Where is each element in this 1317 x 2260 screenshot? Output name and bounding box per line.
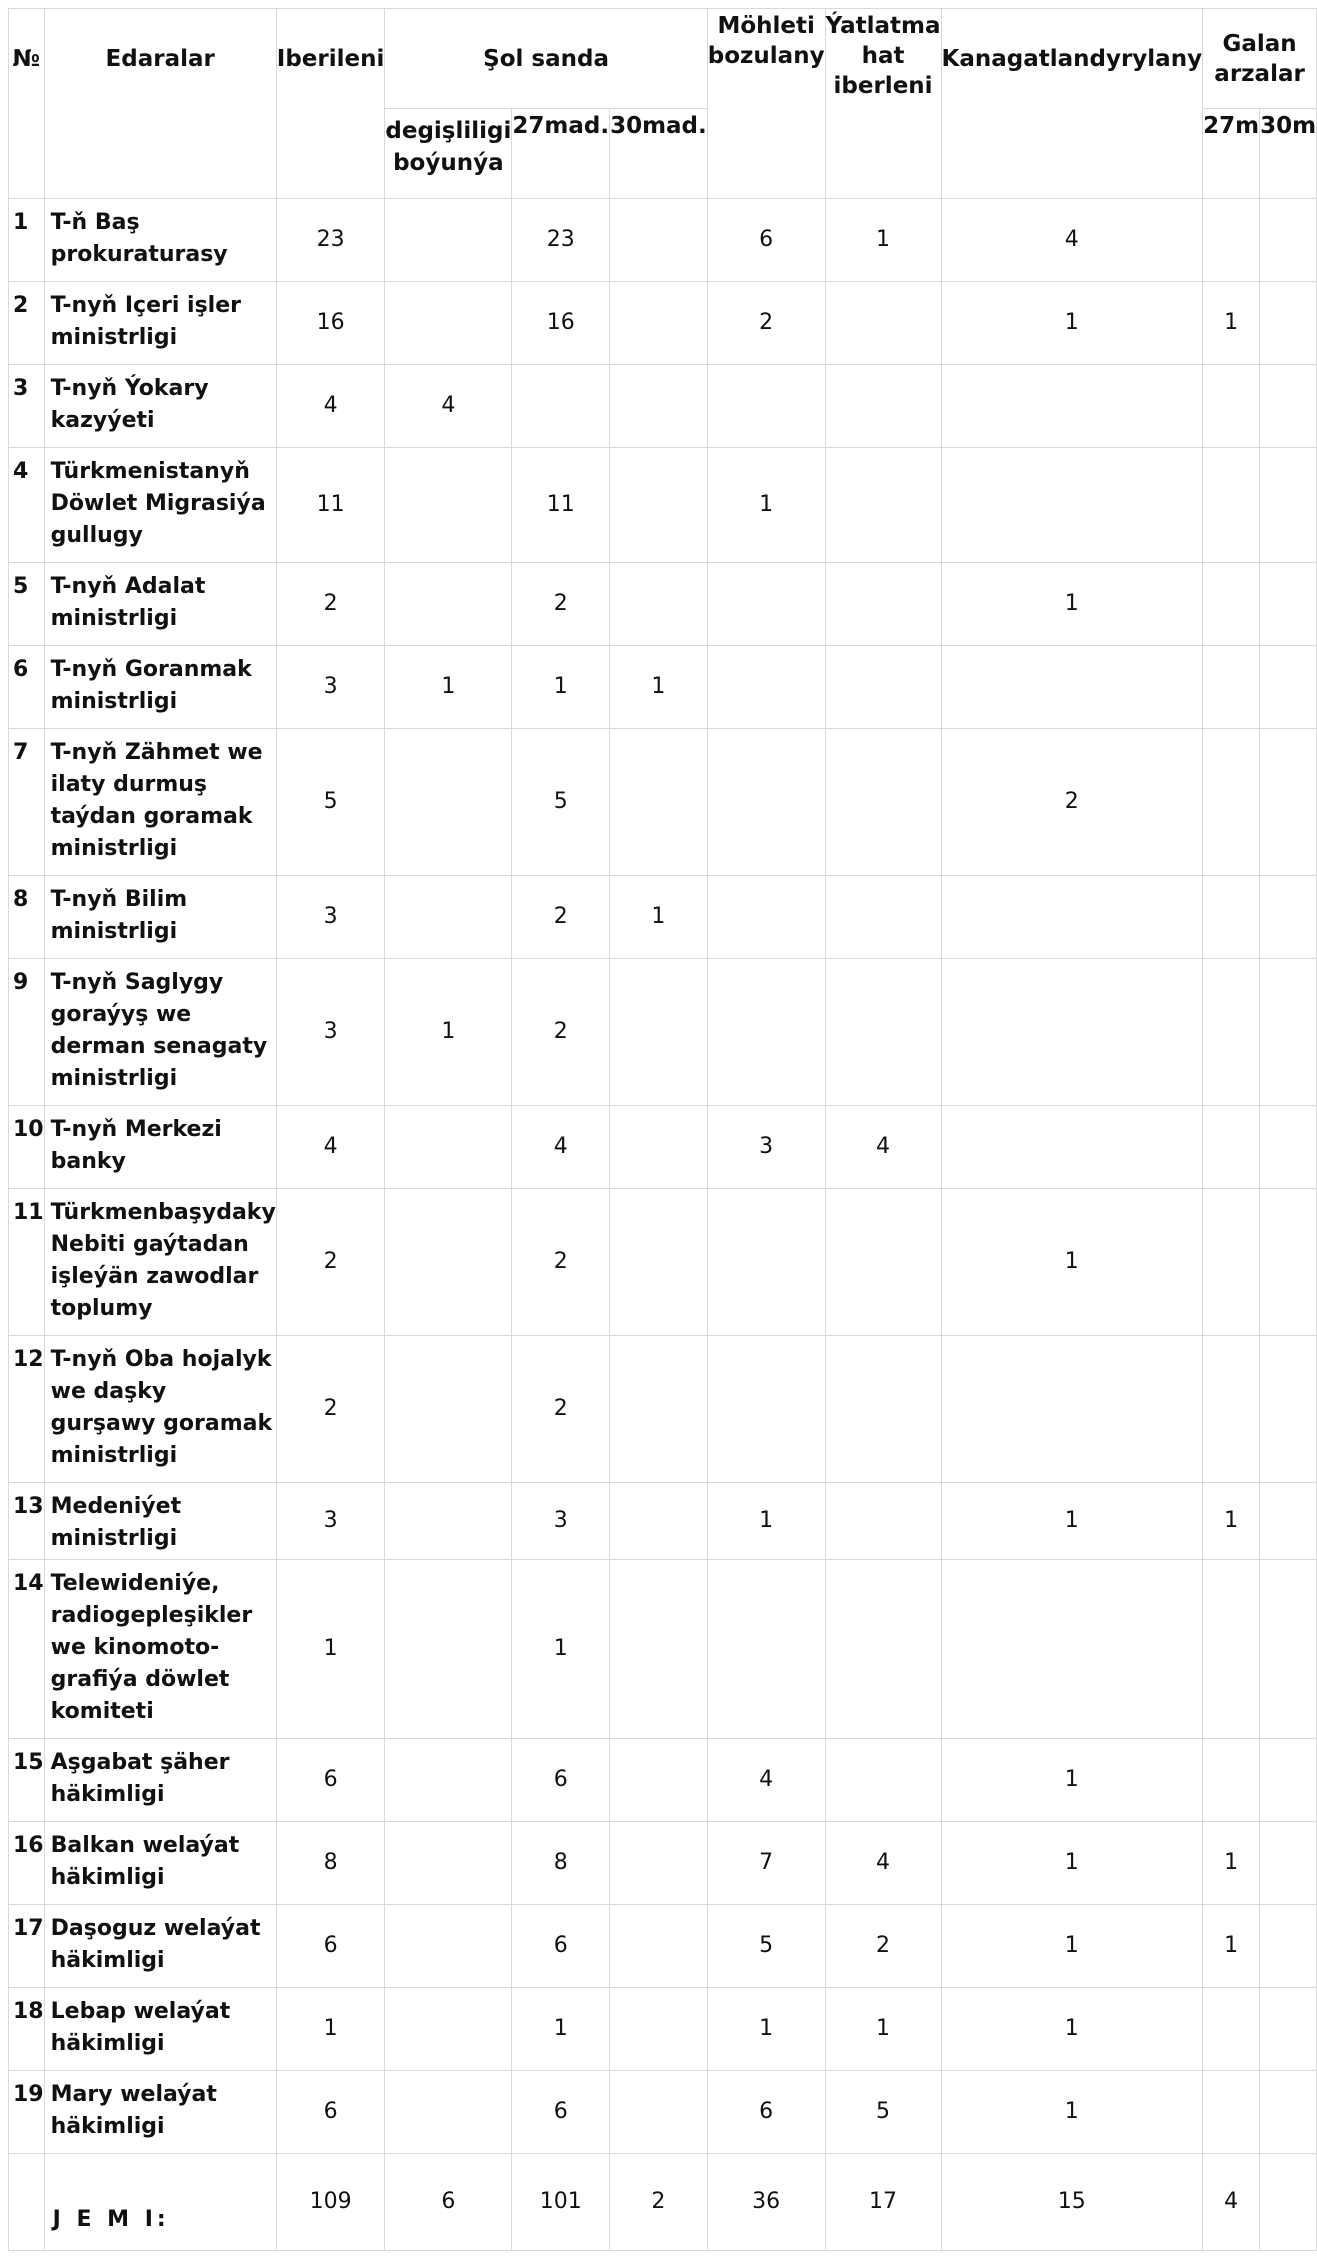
- cell-m27: [1203, 563, 1260, 646]
- cell-m27: [1203, 1106, 1260, 1189]
- row-institution: T-nyň Oba hojalyk we daşky gurşawy goramak ministrligi: [44, 1336, 276, 1483]
- row-institution: Türkmenbaşydaky Nebiti gaýtadan işleýän zawodlar toplumy: [44, 1189, 276, 1336]
- cell-yatlatma: [825, 365, 941, 448]
- cell-kanagat: [941, 646, 1203, 729]
- cell-mad30: 1: [610, 646, 708, 729]
- row-institution: Telewideniýe, radiogepleşikler we kinomoto-grafiýa döwlet komiteti: [44, 1560, 276, 1739]
- cell-mad27: 2: [512, 876, 610, 959]
- cell-m30: [1260, 563, 1317, 646]
- cell-iberileni: 3: [276, 959, 385, 1106]
- table-row: [9, 1822, 1317, 1905]
- cell-degisligi: [385, 1336, 512, 1483]
- table-row: [9, 1106, 1317, 1189]
- cell-mohleti: 5: [707, 1905, 825, 1988]
- cell-yatlatma: [825, 1560, 941, 1739]
- cell-yatlatma: [825, 646, 941, 729]
- cell-iberileni: 16: [276, 282, 385, 365]
- total-label: J E M I:: [44, 2154, 276, 2251]
- row-number: 14: [9, 1560, 45, 1739]
- cell-iberileni: 6: [276, 1739, 385, 1822]
- header-no: №: [9, 9, 45, 199]
- cell-mad27: 16: [512, 282, 610, 365]
- row-number: 2: [9, 282, 45, 365]
- row-institution: T-nyň Zähmet we ilaty durmuş taýdan goramak ministrligi: [44, 729, 276, 876]
- row-institution: T-nyň Ýokary kazyýeti: [44, 365, 276, 448]
- cell-mad30: [610, 1336, 708, 1483]
- cell-iberileni: 2: [276, 563, 385, 646]
- cell-mohleti: [707, 959, 825, 1106]
- cell-m27: 1: [1203, 1822, 1260, 1905]
- cell-degisligi: 4: [385, 365, 512, 448]
- cell-m30: [1260, 282, 1317, 365]
- header-kanagat: Kanagatlandyrylany: [941, 9, 1203, 199]
- cell-mohleti: 6: [707, 2071, 825, 2154]
- cell-m27: 1: [1203, 1483, 1260, 1560]
- row-institution: Medeniýet ministrligi: [44, 1483, 276, 1560]
- header-27mad: 27mad.: [512, 109, 610, 199]
- row-number: 18: [9, 1988, 45, 2071]
- header-iberileni: Iberileni: [276, 9, 385, 199]
- cell-iberileni: 6: [276, 1905, 385, 1988]
- row-institution: Aşgabat şäher häkimligi: [44, 1739, 276, 1822]
- table-row: [9, 448, 1317, 563]
- total-m27: 4: [1203, 2154, 1260, 2251]
- row-institution: Türkmenistanyň Döwlet Migrasiýa gullugy: [44, 448, 276, 563]
- row-number: 11: [9, 1189, 45, 1336]
- cell-m30: [1260, 876, 1317, 959]
- cell-mohleti: 1: [707, 1483, 825, 1560]
- cell-m30: [1260, 646, 1317, 729]
- cell-m30: [1260, 2071, 1317, 2154]
- cell-mad30: [610, 1483, 708, 1560]
- cell-kanagat: 1: [941, 1905, 1203, 1988]
- table-row: [9, 2071, 1317, 2154]
- cell-yatlatma: [825, 448, 941, 563]
- cell-mad30: [610, 1739, 708, 1822]
- cell-m27: [1203, 2071, 1260, 2154]
- cell-kanagat: 4: [941, 199, 1203, 282]
- cell-iberileni: 3: [276, 646, 385, 729]
- cell-yatlatma: 1: [825, 1988, 941, 2071]
- table-row: [9, 876, 1317, 959]
- cell-degisligi: [385, 1988, 512, 2071]
- total-m30: [1260, 2154, 1317, 2251]
- cell-kanagat: [941, 1336, 1203, 1483]
- total-kanagat: 15: [941, 2154, 1203, 2251]
- cell-degisligi: [385, 1905, 512, 1988]
- cell-mohleti: 7: [707, 1822, 825, 1905]
- cell-degisligi: [385, 1483, 512, 1560]
- cell-mohleti: 1: [707, 1988, 825, 2071]
- cell-mohleti: 2: [707, 282, 825, 365]
- cell-m27: [1203, 1189, 1260, 1336]
- cell-yatlatma: 1: [825, 199, 941, 282]
- cell-mad30: [610, 1988, 708, 2071]
- cell-m30: [1260, 1560, 1317, 1739]
- table-row: [9, 1483, 1317, 1560]
- cell-yatlatma: 5: [825, 2071, 941, 2154]
- cell-m30: [1260, 1905, 1317, 1988]
- cell-mohleti: [707, 1336, 825, 1483]
- cell-kanagat: 1: [941, 563, 1203, 646]
- cell-kanagat: [941, 1560, 1203, 1739]
- table-row: [9, 729, 1317, 876]
- cell-degisligi: [385, 1560, 512, 1739]
- cell-yatlatma: [825, 1483, 941, 1560]
- cell-yatlatma: [825, 1336, 941, 1483]
- cell-mad27: 1: [512, 1560, 610, 1739]
- cell-mad30: [610, 1560, 708, 1739]
- cell-iberileni: 2: [276, 1336, 385, 1483]
- table-row: [9, 563, 1317, 646]
- cell-m30: [1260, 448, 1317, 563]
- cell-m30: [1260, 1988, 1317, 2071]
- cell-mad27: 2: [512, 1189, 610, 1336]
- cell-degisligi: [385, 448, 512, 563]
- cell-yatlatma: [825, 282, 941, 365]
- header-sol-sanda: Şol sanda: [385, 9, 707, 109]
- cell-m30: [1260, 1336, 1317, 1483]
- cell-m30: [1260, 1822, 1317, 1905]
- cell-mad30: [610, 365, 708, 448]
- cell-m27: [1203, 365, 1260, 448]
- row-institution: T-nyň Içeri işler ministrligi: [44, 282, 276, 365]
- header-degisligi: degişliligi boýunýa: [385, 109, 512, 199]
- cell-mad30: [610, 729, 708, 876]
- row-number: 1: [9, 199, 45, 282]
- cell-iberileni: 4: [276, 365, 385, 448]
- table-row: [9, 365, 1317, 448]
- total-yatlatma: 17: [825, 2154, 941, 2251]
- row-number: 6: [9, 646, 45, 729]
- cell-m30: [1260, 1106, 1317, 1189]
- cell-m27: [1203, 448, 1260, 563]
- cell-iberileni: 3: [276, 1483, 385, 1560]
- cell-mad30: [610, 282, 708, 365]
- cell-mad27: 1: [512, 1988, 610, 2071]
- cell-m30: [1260, 365, 1317, 448]
- cell-m27: 1: [1203, 282, 1260, 365]
- cell-iberileni: 23: [276, 199, 385, 282]
- table-row: [9, 1336, 1317, 1483]
- table-row: [9, 646, 1317, 729]
- cell-kanagat: 1: [941, 1483, 1203, 1560]
- cell-degisligi: 1: [385, 959, 512, 1106]
- cell-mad27: 6: [512, 1739, 610, 1822]
- row-institution: T-nyň Adalat ministrligi: [44, 563, 276, 646]
- cell-mad30: [610, 959, 708, 1106]
- table-row: [9, 959, 1317, 1106]
- cell-mad30: [610, 448, 708, 563]
- row-number: 17: [9, 1905, 45, 1988]
- cell-m30: [1260, 729, 1317, 876]
- cell-mad27: 2: [512, 563, 610, 646]
- row-number: 12: [9, 1336, 45, 1483]
- cell-kanagat: [941, 1106, 1203, 1189]
- cell-m30: [1260, 1739, 1317, 1822]
- cell-m27: [1203, 1560, 1260, 1739]
- row-number: 7: [9, 729, 45, 876]
- row-institution: T-nyň Merkezi banky: [44, 1106, 276, 1189]
- table-row: [9, 1560, 1317, 1739]
- cell-iberileni: 2: [276, 1189, 385, 1336]
- row-institution: T-ň Baş prokuraturasy: [44, 199, 276, 282]
- header-galan: Galan arzalar: [1203, 9, 1317, 109]
- cell-kanagat: [941, 876, 1203, 959]
- cell-kanagat: [941, 365, 1203, 448]
- row-number: 3: [9, 365, 45, 448]
- row-number: 8: [9, 876, 45, 959]
- row-number: 10: [9, 1106, 45, 1189]
- cell-m30: [1260, 199, 1317, 282]
- cell-degisligi: [385, 729, 512, 876]
- cell-degisligi: [385, 282, 512, 365]
- cell-m30: [1260, 1189, 1317, 1336]
- cell-iberileni: 8: [276, 1822, 385, 1905]
- cell-degisligi: [385, 876, 512, 959]
- table-row: [9, 1739, 1317, 1822]
- header-27m: 27m: [1203, 109, 1260, 199]
- header-30m: 30m: [1260, 109, 1317, 199]
- cell-yatlatma: 2: [825, 1905, 941, 1988]
- cell-yatlatma: [825, 959, 941, 1106]
- cell-kanagat: 1: [941, 1189, 1203, 1336]
- row-institution: T-nyň Goranmak ministrligi: [44, 646, 276, 729]
- row-number: 13: [9, 1483, 45, 1560]
- cell-mad27: 4: [512, 1106, 610, 1189]
- cell-degisligi: [385, 199, 512, 282]
- cell-mohleti: 3: [707, 1106, 825, 1189]
- cell-iberileni: 1: [276, 1560, 385, 1739]
- cell-m27: [1203, 959, 1260, 1106]
- cell-mad27: 8: [512, 1822, 610, 1905]
- cell-kanagat: [941, 448, 1203, 563]
- cell-m27: [1203, 646, 1260, 729]
- total-spacer: [9, 2154, 45, 2251]
- table-row: [9, 1189, 1317, 1336]
- cell-yatlatma: [825, 1189, 941, 1336]
- cell-mad27: 2: [512, 1336, 610, 1483]
- cell-iberileni: 6: [276, 2071, 385, 2154]
- cell-mad27: 2: [512, 959, 610, 1106]
- cell-mohleti: [707, 729, 825, 876]
- header-yatlatma: Ýatlatma hat iberleni: [825, 9, 941, 199]
- cell-mohleti: 1: [707, 448, 825, 563]
- cell-mad30: [610, 1822, 708, 1905]
- cell-yatlatma: [825, 1739, 941, 1822]
- cell-kanagat: 2: [941, 729, 1203, 876]
- cell-m27: 1: [1203, 1905, 1260, 1988]
- cell-mohleti: [707, 646, 825, 729]
- cell-iberileni: 3: [276, 876, 385, 959]
- cell-mad30: [610, 1189, 708, 1336]
- total-mohleti: 36: [707, 2154, 825, 2251]
- cell-iberileni: 11: [276, 448, 385, 563]
- row-number: 15: [9, 1739, 45, 1822]
- cell-mad27: 6: [512, 2071, 610, 2154]
- header-30mad: 30mad.: [610, 109, 708, 199]
- header-mohleti: Möhleti bozulany: [707, 9, 825, 199]
- cell-iberileni: 1: [276, 1988, 385, 2071]
- cell-mad30: 1: [610, 876, 708, 959]
- cell-mohleti: [707, 876, 825, 959]
- cell-mad30: [610, 199, 708, 282]
- cell-kanagat: 1: [941, 1739, 1203, 1822]
- cell-mad27: 6: [512, 1905, 610, 1988]
- header-edaralar: Edaralar: [44, 9, 276, 199]
- table-row: [9, 199, 1317, 282]
- row-number: 4: [9, 448, 45, 563]
- cell-m30: [1260, 959, 1317, 1106]
- row-institution: Lebap welaýat häkimligi: [44, 1988, 276, 2071]
- total-iberileni: 109: [276, 2154, 385, 2251]
- total-degisligi: 6: [385, 2154, 512, 2251]
- cell-iberileni: 4: [276, 1106, 385, 1189]
- row-institution: Balkan welaýat häkimligi: [44, 1822, 276, 1905]
- cell-mad27: [512, 365, 610, 448]
- cell-yatlatma: [825, 563, 941, 646]
- cell-mad27: 1: [512, 646, 610, 729]
- cell-yatlatma: [825, 876, 941, 959]
- table-row: [9, 1905, 1317, 1988]
- cell-mohleti: [707, 1560, 825, 1739]
- cell-degisligi: 1: [385, 646, 512, 729]
- cell-iberileni: 5: [276, 729, 385, 876]
- cell-mad27: 23: [512, 199, 610, 282]
- cell-kanagat: 1: [941, 1988, 1203, 2071]
- cell-mad30: [610, 2071, 708, 2154]
- cell-kanagat: 1: [941, 282, 1203, 365]
- cell-yatlatma: 4: [825, 1822, 941, 1905]
- row-institution: T-nyň Bilim ministrligi: [44, 876, 276, 959]
- cell-degisligi: [385, 1822, 512, 1905]
- row-number: 5: [9, 563, 45, 646]
- cell-mohleti: 6: [707, 199, 825, 282]
- cell-m27: [1203, 876, 1260, 959]
- cell-m27: [1203, 729, 1260, 876]
- cell-kanagat: 1: [941, 2071, 1203, 2154]
- cell-mohleti: [707, 1189, 825, 1336]
- total-row: [9, 2154, 1317, 2251]
- row-number: 19: [9, 2071, 45, 2154]
- cell-degisligi: [385, 2071, 512, 2154]
- cell-kanagat: 1: [941, 1822, 1203, 1905]
- row-institution: T-nyň Saglygy goraýyş we derman senagaty ministrligi: [44, 959, 276, 1106]
- report-table: [8, 8, 1317, 2251]
- cell-mohleti: 4: [707, 1739, 825, 1822]
- cell-mohleti: [707, 365, 825, 448]
- cell-degisligi: [385, 1739, 512, 1822]
- table-row: [9, 1988, 1317, 2071]
- cell-mad27: 3: [512, 1483, 610, 1560]
- row-number: 9: [9, 959, 45, 1106]
- cell-mad27: 5: [512, 729, 610, 876]
- cell-m27: [1203, 1739, 1260, 1822]
- cell-mohleti: [707, 563, 825, 646]
- cell-m27: [1203, 1336, 1260, 1483]
- total-mad30: 2: [610, 2154, 708, 2251]
- cell-degisligi: [385, 1189, 512, 1336]
- row-institution: Mary welaýat häkimligi: [44, 2071, 276, 2154]
- cell-mad27: 11: [512, 448, 610, 563]
- cell-kanagat: [941, 959, 1203, 1106]
- table-row: [9, 282, 1317, 365]
- cell-degisligi: [385, 1106, 512, 1189]
- cell-m27: [1203, 199, 1260, 282]
- row-institution: Daşoguz welaýat häkimligi: [44, 1905, 276, 1988]
- cell-yatlatma: [825, 729, 941, 876]
- row-number: 16: [9, 1822, 45, 1905]
- cell-mad30: [610, 1106, 708, 1189]
- cell-degisligi: [385, 563, 512, 646]
- cell-m30: [1260, 1483, 1317, 1560]
- cell-yatlatma: 4: [825, 1106, 941, 1189]
- cell-mad30: [610, 1905, 708, 1988]
- total-mad27: 101: [512, 2154, 610, 2251]
- cell-mad30: [610, 563, 708, 646]
- cell-m27: [1203, 1988, 1260, 2071]
